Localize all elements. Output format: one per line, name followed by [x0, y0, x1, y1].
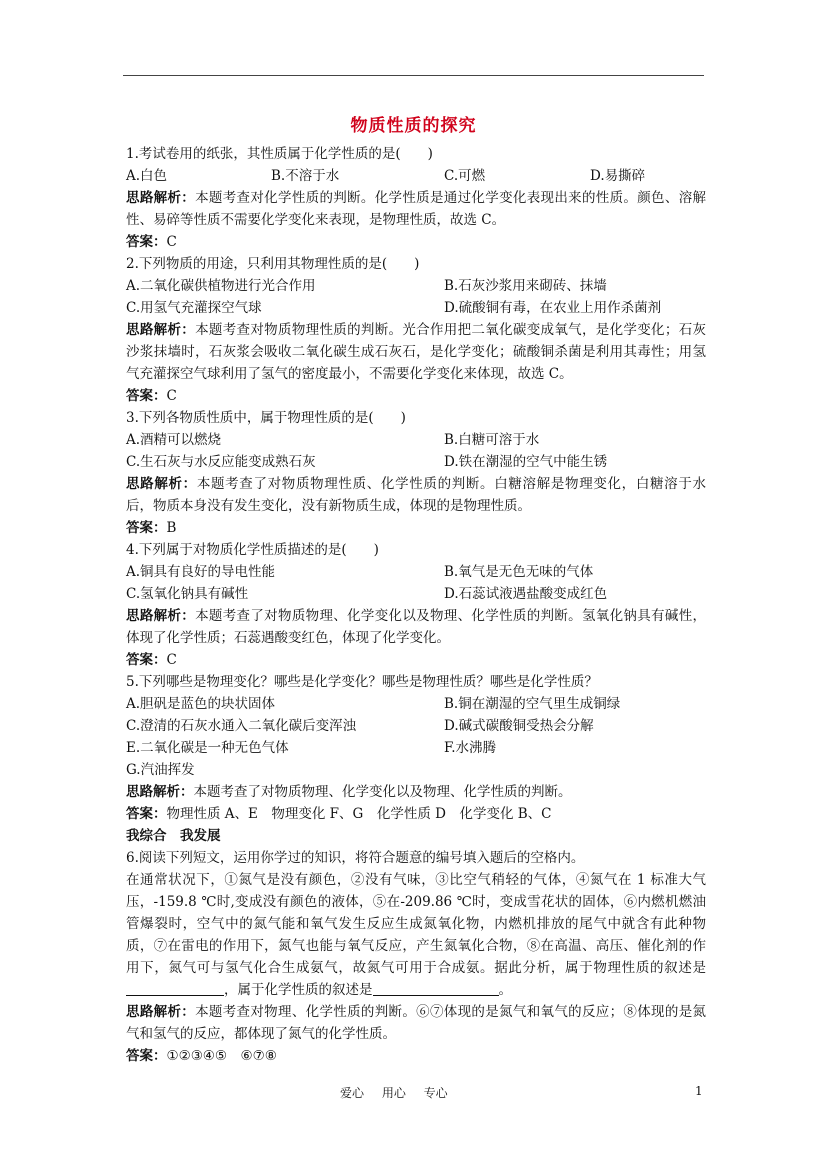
q2-option-b: B.石灰沙浆用来砌砖、抹墙	[444, 278, 607, 294]
answer-text: ①②③④⑤ ⑥⑦⑧	[166, 1048, 277, 1064]
answer-label: 答案：	[126, 652, 167, 668]
analysis-label: 思路解析：	[126, 476, 197, 492]
q4-option-a: A.铜具有良好的导电性能	[126, 564, 276, 580]
question-5-analysis	[126, 781, 706, 803]
answer-text: C	[166, 388, 177, 404]
analysis-text: 本题考查了对物质物理、化学变化以及物理、化学性质的判断。氢氧化钠具有碱性，体现了化学性质；石蕊遇酸变红色，体现了化学变化。	[126, 608, 707, 646]
section-heading: 我综合 我发展	[126, 828, 221, 844]
q2-option-a: A.二氧化碳供植物进行光合作用	[126, 278, 316, 294]
question-4-analysis	[126, 605, 706, 649]
page-number: 1	[695, 1084, 703, 1098]
question-4-options	[126, 561, 706, 605]
analysis-text: 本题考查了对物质物理性质、化学性质的判断。白糖溶解是物理变化，白糖溶于水后，物质本身没有发生变化，没有新物质生成，体现的是物理性质。	[126, 476, 706, 514]
analysis-label: 思路解析：	[126, 608, 196, 624]
q3-option-b: B.白糖可溶于水	[444, 432, 540, 448]
question-3-options	[126, 429, 706, 473]
passage-end: 。	[498, 982, 512, 998]
question-3-answer	[126, 517, 706, 539]
page-title: 物质性质的探究	[350, 116, 477, 136]
q5-option-g: G.汽油挥发	[126, 762, 195, 778]
question-1-stem: 1.考试卷用的纸张，其性质属于化学性质的是( )	[126, 146, 433, 162]
q4-option-b: B.氧气是无色无味的气体	[444, 564, 594, 580]
q4-option-d: D.石蕊试液遇盐酸变成红色	[444, 586, 608, 602]
analysis-text: 本题考查了对物质物理、化学变化以及物理、化学性质的判断。	[193, 784, 572, 800]
answer-text: 物理性质 A、E 物理变化 F、G 化学性质 D 化学变化 B、C	[166, 806, 552, 822]
question-6-answer	[126, 1045, 706, 1067]
question-2-options	[126, 275, 706, 319]
question-3-stem: 3.下列各物质性质中，属于物理性质的是( )	[126, 410, 406, 426]
question-5-stem: 5.下列哪些是物理变化？哪些是化学变化？哪些是物理性质？哪些是化学性质？	[126, 674, 598, 690]
q2-option-d: D.硫酸铜有毒，在农业上用作杀菌剂	[444, 300, 662, 316]
passage-mid: ，属于化学性质的叙述是	[224, 982, 373, 998]
question-4-stem: 4.下列属于对物质化学性质描述的是( )	[126, 542, 379, 558]
header-rule	[123, 75, 704, 76]
question-6-analysis	[126, 1001, 706, 1045]
analysis-label: 思路解析：	[126, 1004, 196, 1020]
document-body	[126, 143, 706, 1067]
question-2-analysis	[126, 319, 706, 385]
q3-option-d: D.铁在潮湿的空气中能生锈	[444, 454, 608, 470]
analysis-text: 本题考查对物理、化学性质的判断。⑥⑦体现的是氮气和氧气的反应；⑧体现的是氮气和氢气的反应，都体现了氮气的化学性质。	[126, 1004, 707, 1042]
analysis-text: 本题考查对物质物理性质的判断。光合作用把二氧化碳变成氧气，是化学变化；石灰沙浆抹墙时，石灰浆会吸收二氧化碳生成石灰石，是化学变化；硫酸铜杀菌是利用其毒性；用氢气充灌探空气球利用了氢气的密度最小，不需要化学变化来体现，故选 C。	[126, 322, 707, 382]
q5-option-d: D.碱式碳酸铜受热会分解	[444, 718, 594, 734]
q5-option-e: E.二氧化碳是一种无色气体	[126, 740, 289, 756]
question-1-analysis	[126, 187, 706, 231]
q1-option-a: A.白色	[126, 168, 168, 184]
q5-option-a: A.胆矾是蓝色的块状固体	[126, 696, 276, 712]
answer-text: C	[166, 652, 177, 668]
passage-text: 在通常状况下，①氮气是没有颜色，②没有气味，③比空气稍轻的气体，④氮气在 1 标准大气压，-159.8 ℃时,变成没有颜色的液体，⑤在-209.86 ℃时，变成雪花状的固体，⑥内燃机燃油管爆裂时，空气中的氮气能和氧气发生反应生成氮氧化物，内燃机排放的尾气中就含有此种物质，⑦在雷电的作用下，氮气也能与氧气反应，产生氮氧化合物，⑧在高温、高压、催化剂的作用下，氮气可与氢气化合生成氨气，故氮气可用于合成氨。据此分析，属于物理性质的叙述是	[126, 872, 706, 976]
q5-option-f: F.水沸腾	[444, 740, 497, 756]
question-1-answer	[126, 231, 706, 253]
footer-motto: 爱心 用心 专心	[340, 1086, 448, 1100]
question-2-answer	[126, 385, 706, 407]
question-2-stem: 2.下列物质的用途，只利用其物理性质的是( )	[126, 256, 420, 272]
question-4-answer	[126, 649, 706, 671]
q3-option-c: C.生石灰与水反应能变成熟石灰	[126, 454, 316, 470]
analysis-label: 思路解析：	[126, 322, 196, 338]
answer-label: 答案：	[126, 388, 167, 404]
answer-text: B	[166, 520, 177, 536]
q1-option-d: D.易撕碎	[590, 168, 646, 184]
q5-option-c: C.澄清的石灰水通入二氧化碳后变浑浊	[126, 718, 357, 734]
q3-option-a: A.酒精可以燃烧	[126, 432, 222, 448]
q2-option-c: C.用氢气充灌探空气球	[126, 300, 262, 316]
answer-label: 答案：	[126, 1048, 167, 1064]
answer-text: C	[166, 234, 177, 250]
analysis-label: 思路解析：	[126, 190, 196, 206]
q1-option-b: B.不溶于水	[271, 168, 340, 184]
analysis-label: 思路解析：	[126, 784, 194, 800]
physical-blank	[126, 981, 224, 996]
q5-option-b: B.铜在潮湿的空气里生成铜绿	[444, 696, 621, 712]
analysis-text: 本题考查对化学性质的判断。化学性质是通过化学变化表现出来的性质。颜色、溶解性、易碎等性质不需要化学变化来表现，是物理性质，故选 C。	[126, 190, 707, 228]
answer-label: 答案：	[126, 234, 167, 250]
answer-label: 答案：	[126, 520, 167, 536]
question-3-analysis	[126, 473, 706, 517]
question-5-answer	[126, 803, 706, 825]
chemical-blank	[373, 981, 499, 996]
question-1-options	[126, 165, 706, 187]
q4-option-c: C.氢氧化钠具有碱性	[126, 586, 249, 602]
question-6-stem: 6.阅读下列短文，运用你学过的知识，将符合题意的编号填入题后的空格内。	[126, 850, 585, 866]
answer-label: 答案：	[126, 806, 167, 822]
question-6-passage	[126, 869, 706, 1001]
q1-option-c: C.可燃	[444, 168, 486, 184]
question-5-options	[126, 693, 706, 759]
